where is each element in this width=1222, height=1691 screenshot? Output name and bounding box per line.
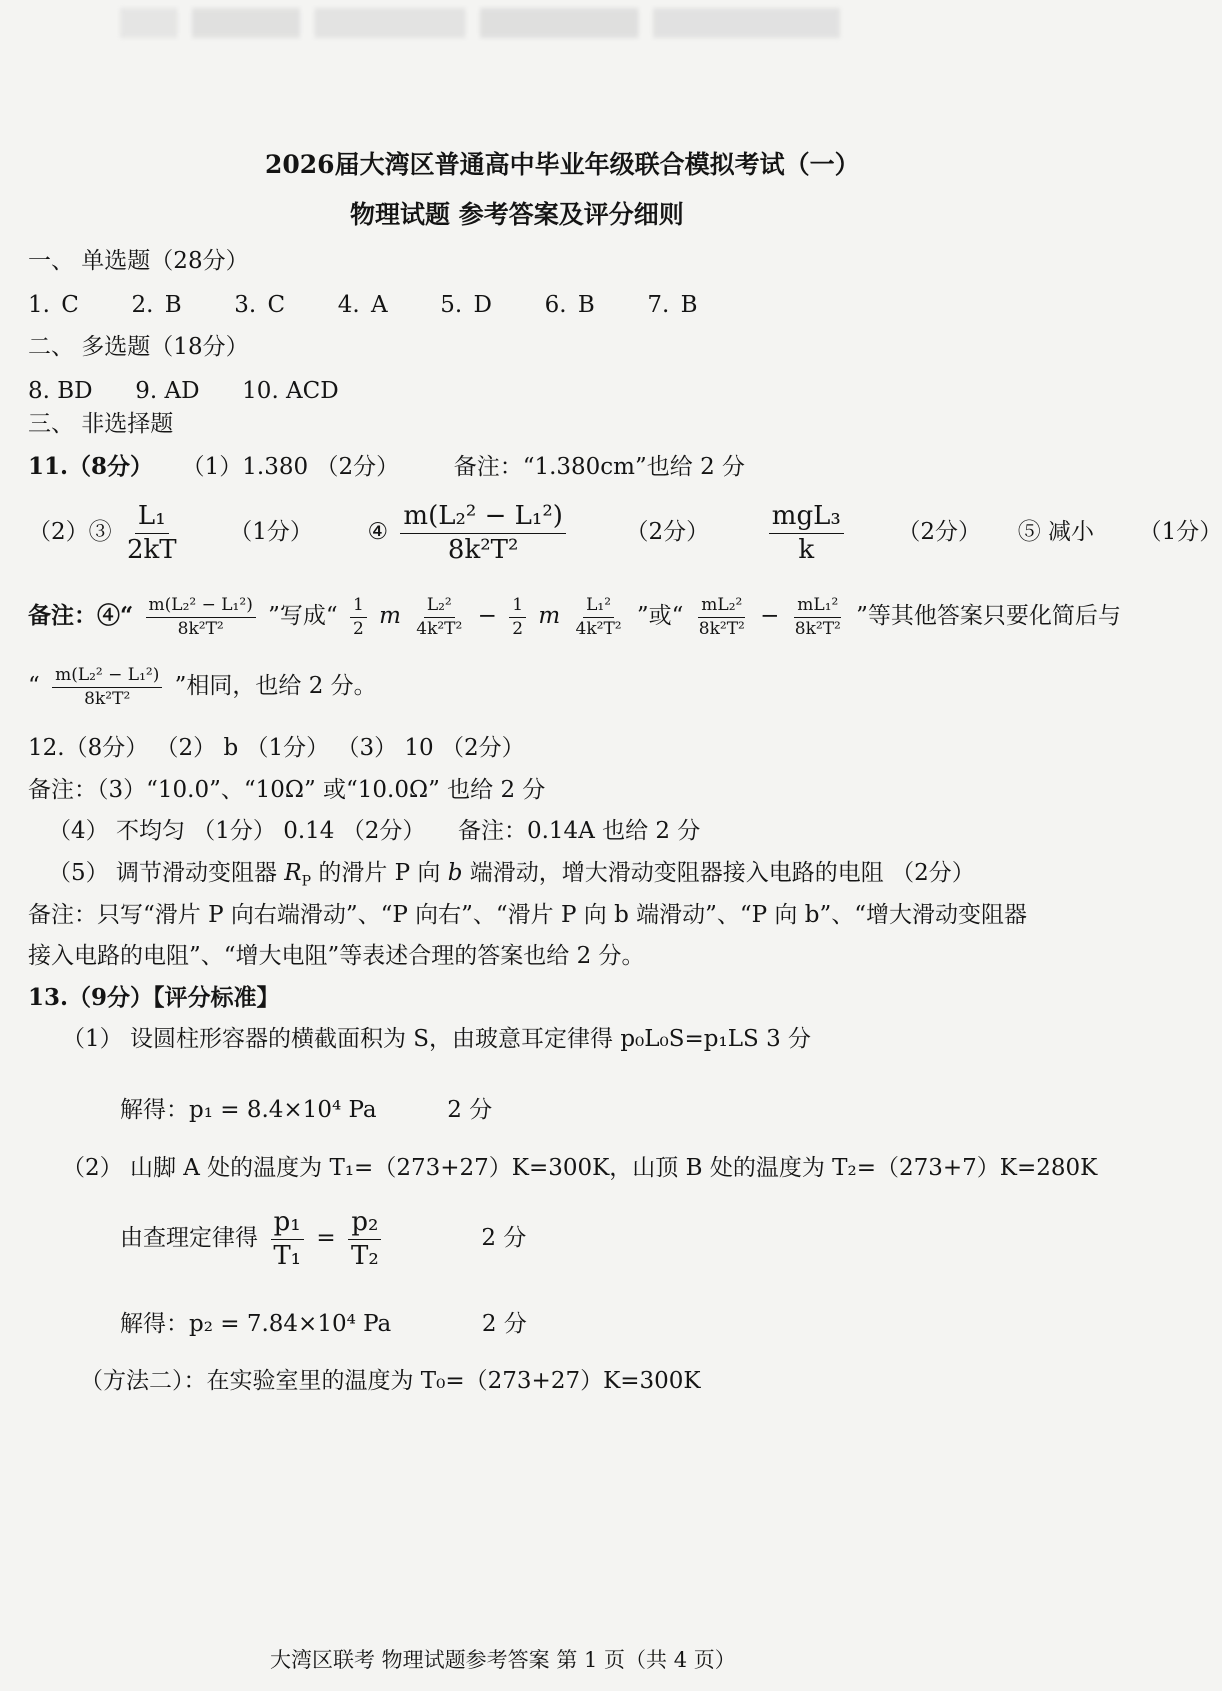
section3-heading: 三、 非选择题 xyxy=(28,411,174,437)
answer: 8. BD xyxy=(28,378,93,404)
answer: 9. AD xyxy=(135,378,200,404)
score: （1分） xyxy=(1138,519,1222,546)
formula-fraction: $\frac{\text{m(L₂² − L₁²)}}{\text{8k²T²}}$ xyxy=(146,596,256,638)
q11-label-4: ④ xyxy=(367,519,389,546)
formula-fraction: $\frac{1}{2}$ xyxy=(350,596,367,638)
q11-note2-cont: “ $\frac{\text{m(L₂² − L₁²)}}{\text{8k²T²}}$ ”相同，也给 2 分。 xyxy=(28,665,377,709)
q12-line3: （5） 调节滑动变阻器 $R_P$ 的滑片 P 向 b 端滑动，增大滑动变阻器接入电路的电阻 （2分） xyxy=(48,860,975,890)
page-subtitle: 物理试题 参考答案及评分细则 xyxy=(350,200,684,229)
q12-note1: 备注：（3）“10.0”、“10Ω” 或“10.0Ω” 也给 2 分 xyxy=(28,777,546,803)
q13-part2-law: 由查理定律得 $\frac{\text{p₁}}{\text{T₁}}$ = $\frac{\text{p₂}}{\text{T₂}}$ 2 分 xyxy=(120,1207,527,1271)
q12-line2: （4） 不均匀 （1分） 0.14 （2分） 备注：0.14A 也给 2 分 xyxy=(48,818,701,844)
answer: 10. ACD xyxy=(242,378,339,404)
q13-heading: 13.（9分）【评分标准】 xyxy=(28,984,280,1011)
q11-note2: 备注：④“ $\frac{\text{m(L₂² − L₁²)}}{\text{8k²T²}}$ ”写成“ $\frac{1}{2}$ m $\frac{\text{L₂²}}{\text{4k²T²}}$ − $\frac{1}{2}$ m $\frac{\text{L₁²}}{\text{4k²T²}}$ ”或“ $\frac{\text{mL₂²}}{\text{8k²T²}}$ − $\frac{\text{mL₁²}}{\text{8k²T²}}$ ”等其他答案只要化简后与 xyxy=(28,595,1121,639)
q11-part1: （1）1.380 （2分） xyxy=(181,454,400,480)
section1-answers xyxy=(28,292,698,320)
q13-part2: （2） 山脚 A 处的温度为 T₁=（273+27）K=300K，山顶 B 处的温度为 T₂=（273+7）K=280K xyxy=(62,1155,1098,1181)
formula-fraction: $\frac{\text{p₁}}{\text{T₁}}$ xyxy=(270,1208,304,1270)
q13-part1-solution: 解得：p₁ = 8.4×10⁴ Pa 2 分 xyxy=(120,1097,493,1123)
answer: 2. B xyxy=(131,292,182,318)
answer: 3. C xyxy=(234,292,286,318)
q13-method2: （方法二）：在实验室里的温度为 T₀=（273+27）K=300K xyxy=(80,1368,701,1394)
q11-line1 xyxy=(28,453,745,482)
score: （2分） xyxy=(625,519,710,546)
q11-note1: 备注：“1.380cm”也给 2 分 xyxy=(453,454,746,480)
answer: 1. C xyxy=(28,292,79,318)
formula-fraction: $\frac{\text{m(L₂² − L₁²)}}{\text{8k²T²}}$ xyxy=(52,666,162,708)
formula-fraction: $\frac{1}{2}$ xyxy=(509,596,526,638)
score: （2分） xyxy=(897,519,982,546)
q12-note3a: 备注：只写“滑片 P 向右端滑动”、“P 向右”、“滑片 P 向 b 端滑动”、“P 向 b”、“增大滑动变阻器 xyxy=(28,902,1027,928)
formula-fraction: $\frac{\text{L₁²}}{\text{4k²T²}}$ xyxy=(575,595,622,639)
formula-fraction: $\frac{\text{mgL₃}}{k}$ xyxy=(769,502,844,564)
q12-note3b: 接入电路的电阻”、“增大电阻”等表述合理的答案也给 2 分。 xyxy=(28,943,645,969)
formula-fraction: $\frac{\text{m(L₂² − L₁²)}}{\text{8k²T²}}$ xyxy=(400,502,565,564)
top-cut-off-text xyxy=(120,8,840,38)
formula-fraction: $\frac{\text{p₂}}{\text{T₂}}$ xyxy=(348,1208,382,1270)
score: （1分） xyxy=(229,519,313,546)
section2-heading: 二、 多选题（18分） xyxy=(28,334,249,360)
q11-label-3: （2）③ xyxy=(28,519,112,546)
section1-heading: 一、 单选题（28分） xyxy=(28,248,249,274)
answer: 5. D xyxy=(440,292,492,318)
q13-part1: （1） 设圆柱形容器的横截面积为 S，由玻意耳定律得 p₀L₀S=p₁LS 3 分 xyxy=(62,1026,812,1052)
q12-line1: 12.（8分） （2） b （1分） （3） 10 （2分） xyxy=(28,735,525,761)
formula-fraction: $\frac{\text{L₂²}}{\text{4k²T²}}$ xyxy=(416,595,463,639)
answer: 6. B xyxy=(544,292,595,318)
answer: 4. A xyxy=(337,292,388,318)
q11-label-5: ⑤ 减小 xyxy=(1017,519,1094,546)
answer: 7. B xyxy=(647,292,698,318)
page-title: 2026届大湾区普通高中毕业年级联合模拟考试（一） xyxy=(265,150,860,179)
section2-answers xyxy=(28,378,339,406)
page-footer: 大湾区联考 物理试题参考答案 第 1 页（共 4 页） xyxy=(270,1648,736,1672)
formula-fraction: $\frac{\text{L₁}}{2kT}$ xyxy=(126,501,177,565)
formula-fraction: $\frac{\text{mL₁²}}{\text{8k²T²}}$ xyxy=(794,595,841,639)
q11-line2 xyxy=(28,502,1222,564)
q11-number: 11.（8分） xyxy=(28,453,154,480)
q13-part2-solution: 解得：p₂ = 7.84×10⁴ Pa 2 分 xyxy=(120,1311,527,1337)
formula-fraction: $\frac{\text{mL₂²}}{\text{8k²T²}}$ xyxy=(698,595,745,639)
